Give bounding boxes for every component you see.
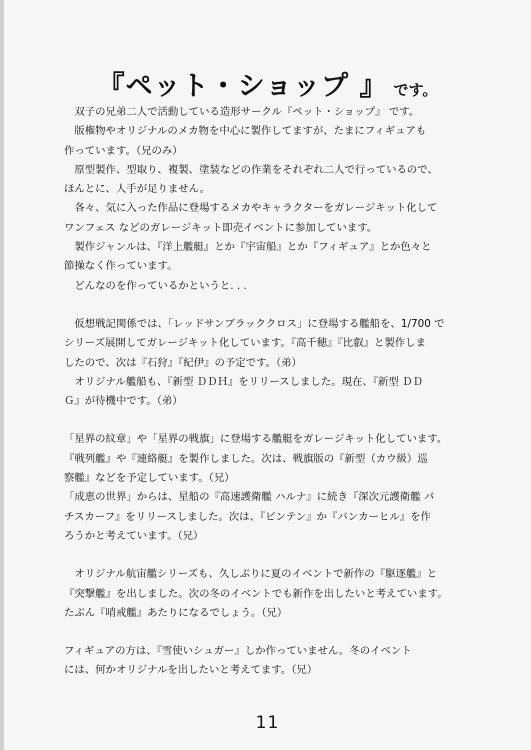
text-line: 双子の兄弟二人で活動している造形サークル『ペット・ショップ』 です。 <box>64 106 420 118</box>
text-line: には、何かオリジナルを出したいと考えてます。（兄） <box>64 664 318 677</box>
text-line: したので、次は『石狩』『紀伊』の予定です。（弟） <box>64 356 302 369</box>
paragraph <box>64 315 484 411</box>
paragraph <box>64 430 484 546</box>
paragraph-gap <box>64 411 484 430</box>
text-line: 節操なく作っています。 <box>64 260 178 273</box>
text-line: 「成恵の世界」からは、星船の『高速護衛艦 ハルナ』に続き『深次元護衛艦 パ <box>64 491 435 504</box>
paragraph <box>64 565 484 623</box>
page-number: 11 <box>255 713 280 733</box>
text-line: 察艦』などを予定しています。（兄） <box>64 472 235 485</box>
text-line: 原型製作、型取り、複製、塗装などの作業をそれぞれ二人で行っているので、 <box>64 163 438 176</box>
paragraph-gap <box>64 296 484 315</box>
paragraph-gap <box>64 623 484 642</box>
text-line: 『突撃艦』を出しました。次の冬のイベントでも新作を出したいと考えています。 <box>64 587 448 600</box>
text-line: 製作ジャンルは、『洋上艦艇』とか『宇宙船』とか『フィギュア』とか色々と <box>64 241 432 254</box>
paragraph <box>64 103 484 296</box>
text-line: ろうかと考えています。（兄） <box>64 529 204 542</box>
text-line: ワンフェス などのガレージキット即売イベントに参加しています。 <box>64 221 378 234</box>
title-main: 『ペット・ショップ 』 <box>97 71 388 102</box>
text-line: たぶん『哨戒艦』あたりになるでしょう。（兄） <box>64 606 288 619</box>
text-line: 版権物やオリジナルのメカ物を中心に製作してますが、たまにフィギュアも <box>64 125 427 138</box>
text-line: Ｇ』が待機中です。（弟） <box>64 395 183 408</box>
text-line: フィギュアの方は、『雪使いシュガー』しか作っていません。冬のイベント <box>64 645 412 658</box>
text-line: チスカーフ』をリリースしました。次は、『ビンテン』か『バンカーヒル』を作 <box>64 510 431 523</box>
text-line: 『戦列艦』や『連絡艇』を製作しました。次は、戦旗版の『新型（カウ級）巡 <box>64 452 428 465</box>
paragraph-gap <box>64 546 484 565</box>
title-suffix: です。 <box>393 81 438 99</box>
text-line: シリーズ展開してガレージキット化しています。『高千穂』『比叡』と製作しま <box>64 337 426 350</box>
text-line: 各々、気に入った作品に登場するメカやキャラクターをガレージキット化して <box>64 202 438 215</box>
text-line: オリジナル艦船も、『新型 ＤＤＨ』をリリースしました。現在、『新型 ＤＤ <box>64 375 423 388</box>
text-line: 作っています。（兄のみ） <box>64 144 183 157</box>
text-line: オリジナル航宙艦シリーズも、久しぶりに夏のイベントで新作の『駆逐艦』と <box>64 568 438 581</box>
body-text <box>64 103 484 681</box>
text-line: 仮想戦記関係では、「レッドサンブラッククロス」に登場する艦船を、1/700 で <box>64 317 445 330</box>
text-line: ほんとに、人手が足りません。 <box>64 183 211 196</box>
text-line: 「星界の紋章」や「星界の戦旗」に登場する艦艇をガレージキット化しています。 <box>64 433 448 446</box>
text-line: どんなのを作っているかというと. . . <box>64 279 247 292</box>
page-title <box>4 64 531 103</box>
paragraph <box>64 642 484 681</box>
